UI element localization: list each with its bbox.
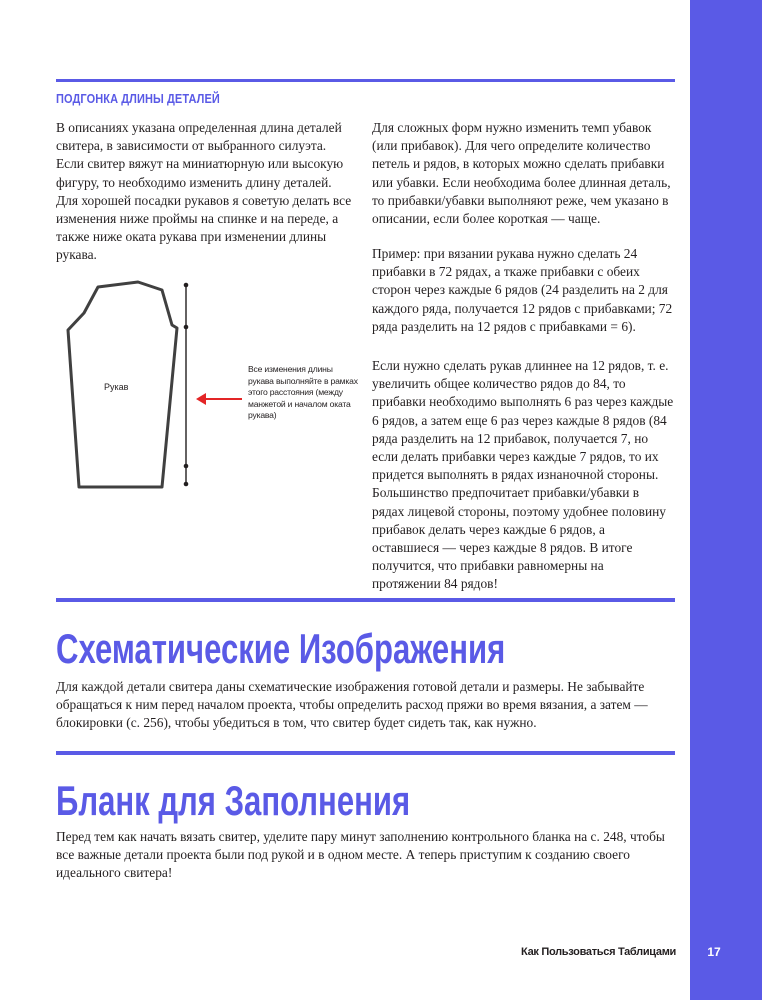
sleeve-diagram [56, 270, 356, 500]
left-column-text: В описаниях указана определенная длина деталей свитера, в зависимости от выбранного силуэта. Если свитер вяжут на миниатюрную или высокую фигуру, то необходимо изменить длину деталей. Для хорошей посадки рукавов я советую делать все изменения ниже проймы на спинке и на переде, а также ниже оката рукава при изменении длины рукава. [56, 120, 352, 263]
measure-dot-4 [184, 482, 189, 487]
page-number: 17 [707, 945, 721, 959]
sleeve-note: Все изменения длины рукава выполняйте в рамках этого расстояния (между манжетой и началом оката рукава) [248, 364, 358, 421]
blank-form-text: Перед тем как начать вязать свитер, уделите пару минут заполнению контрольного бланка на с. 248, чтобы все важные детали проекта были под рукой и в одном месте. А теперь приступим к созданию своего идеального свитера! [56, 829, 665, 881]
side-color-band [690, 0, 762, 1000]
pointer-arrow-head [196, 393, 206, 405]
footer-chapter-title: Как Пользоваться Таблицами [521, 946, 676, 958]
schematics-title: Схематические Изображения [56, 625, 506, 672]
section-divider-schematics [56, 598, 675, 602]
right-paragraph-2: Пример: при вязании рукава нужно сделать 24 прибавки в 72 рядах, а ткаже прибавки с обеих сторон через каждые 6 рядов (24 разделить на 2 для каждого ряда, получается 12 рядов с прибавками; 72 ряда разделить на 12 рядов с прибавками = 6). [372, 246, 673, 334]
right-paragraph-1: Для сложных форм нужно изменить темп убавок (или прибавок). Для чего определите количество петель и рядов, в которых можно сделать прибавки или убавки. Если необходима более длинная деталь, то прибавки/убавки выполняют реже, чем указано в описании, если более короткая — чаще. [372, 120, 671, 227]
measure-dot-1 [184, 283, 189, 288]
section-divider-blank-form [56, 751, 675, 755]
right-paragraph-3: Если нужно сделать рукав длиннее на 12 рядов, т. е. увеличить общее количество рядов до 84, то прибавки необходимо выполнять 6 раз через каждые 6 рядов, а затем еще 6 раз через каждые 8 рядов (84 ряда разделить на 12 прибавок, получается 7, но если делать прибавки через каждые 7 рядов, то их придется выполнять в рядах изнаночной стороны. Большинство предпочитает прибавки/убавки в рядах лицевой стороны, поэтому удобнее половину прибавок делать через каждые 6 рядов, а оставшиеся — через каждые 8 рядов. В итоге получится, что прибавки равномерны на протяжении 84 рядов! [372, 358, 674, 592]
sleeve-label: Рукав [104, 382, 129, 392]
schematics-text: Для каждой детали свитера даны схематические изображения готовой детали и размеры. Не забывайте обращаться к ним перед началом проекта, чтобы определить расход пряжи во время вязания, а затем — блокировки (с. 256), чтобы убедиться в том, что свитер будет сидеть так, как нужно. [56, 679, 648, 731]
section-heading: ПОДГОНКА ДЛИНЫ ДЕТАЛЕЙ [56, 92, 220, 106]
measure-dot-2 [184, 325, 189, 330]
blank-form-title: Бланк для Заполнения [56, 777, 411, 824]
section-divider-top [56, 79, 675, 82]
measure-dot-3 [184, 464, 189, 469]
